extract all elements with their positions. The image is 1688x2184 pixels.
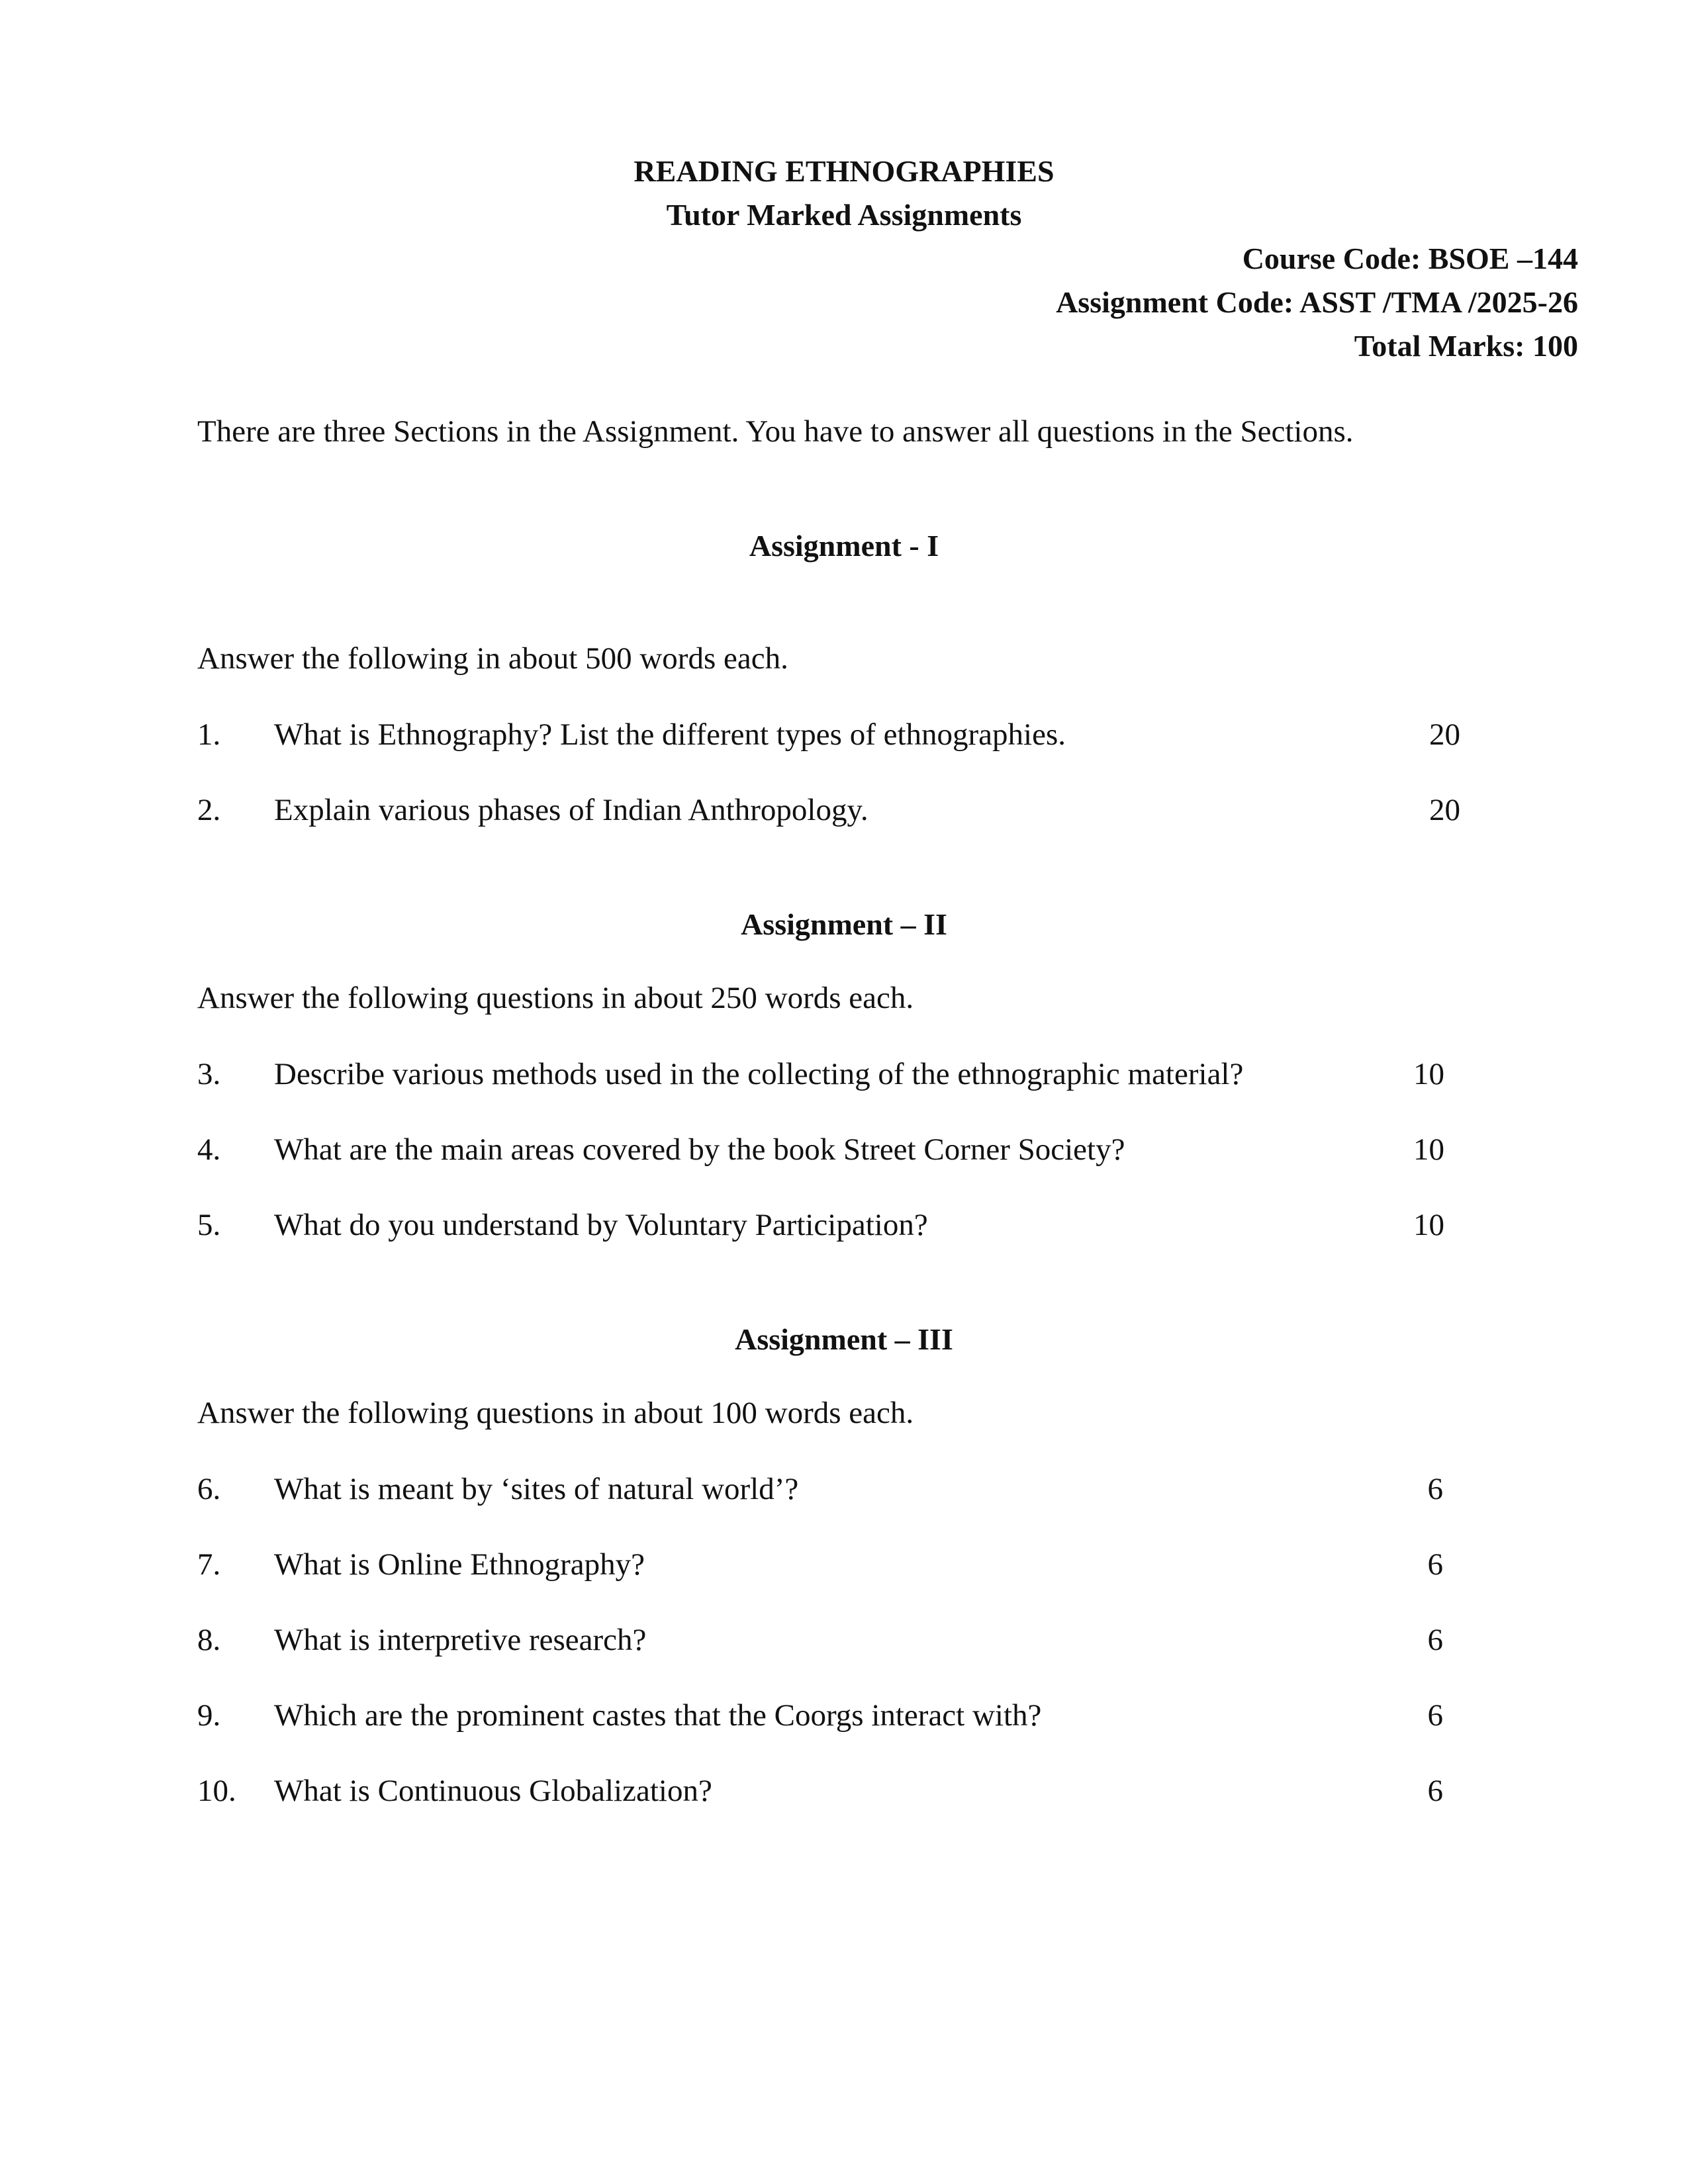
question-text: Explain various phases of Indian Anthropology. xyxy=(274,793,868,827)
question-number: 9. xyxy=(197,1698,221,1733)
question-text: Describe various methods used in the collecting of the ethnographic material? xyxy=(274,1057,1244,1091)
question-row xyxy=(0,1547,1688,1586)
question-row xyxy=(0,1698,1688,1737)
question-row xyxy=(0,1207,1688,1247)
question-marks: 6 xyxy=(1427,1547,1443,1582)
course-code: Course Code: BSOE –144 xyxy=(1242,242,1578,275)
question-marks: 10 xyxy=(1413,1132,1444,1167)
question-number: 2. xyxy=(197,793,221,827)
question-marks: 20 xyxy=(1429,793,1460,827)
question-row xyxy=(0,1471,1688,1511)
question-number: 3. xyxy=(197,1057,221,1091)
question-row xyxy=(0,1056,1688,1096)
question-number: 4. xyxy=(197,1132,221,1167)
question-number: 6. xyxy=(197,1472,221,1506)
document-subtitle: Tutor Marked Assignments xyxy=(666,198,1022,232)
question-text: What is Continuous Globalization? xyxy=(274,1774,712,1808)
document-title: READING ETHNOGRAPHIES xyxy=(633,154,1055,188)
question-number: 8. xyxy=(197,1623,221,1657)
question-number: 5. xyxy=(197,1208,221,1242)
section-instruction: Answer the following in about 500 words each. xyxy=(197,641,788,676)
question-text: What is Online Ethnography? xyxy=(274,1547,645,1582)
section-heading: Assignment - I xyxy=(749,529,939,563)
question-row xyxy=(0,717,1688,756)
question-row xyxy=(0,1132,1688,1171)
section-instruction: Answer the following questions in about 100 words each. xyxy=(197,1396,914,1430)
question-text: What are the main areas covered by the book Street Corner Society? xyxy=(274,1132,1125,1167)
question-marks: 6 xyxy=(1427,1774,1443,1808)
question-number: 1. xyxy=(197,717,221,752)
question-marks: 20 xyxy=(1429,717,1460,752)
question-number: 10. xyxy=(197,1774,236,1808)
section-heading: Assignment – III xyxy=(735,1322,953,1356)
total-marks: Total Marks: 100 xyxy=(1354,329,1578,363)
question-text: What do you understand by Voluntary Participation? xyxy=(274,1208,928,1242)
question-text: What is interpretive research? xyxy=(274,1623,647,1657)
question-row xyxy=(0,1622,1688,1662)
question-number: 7. xyxy=(197,1547,221,1582)
section-instruction: Answer the following questions in about 250 words each. xyxy=(197,981,914,1015)
question-marks: 6 xyxy=(1427,1698,1443,1733)
question-marks: 6 xyxy=(1427,1623,1443,1657)
intro-text: There are three Sections in the Assignment. You have to answer all questions in the Sections. xyxy=(197,414,1354,449)
question-marks: 10 xyxy=(1413,1057,1444,1091)
question-marks: 10 xyxy=(1413,1208,1444,1242)
section-heading: Assignment – II xyxy=(741,907,947,941)
question-row xyxy=(0,792,1688,832)
question-text: What is meant by ‘sites of natural world’? xyxy=(274,1472,799,1506)
question-row xyxy=(0,1773,1688,1813)
question-marks: 6 xyxy=(1427,1472,1443,1506)
assignment-code: Assignment Code: ASST /TMA /2025-26 xyxy=(1056,285,1578,319)
question-text: What is Ethnography? List the different types of ethnographies. xyxy=(274,717,1066,752)
question-text: Which are the prominent castes that the Coorgs interact with? xyxy=(274,1698,1042,1733)
